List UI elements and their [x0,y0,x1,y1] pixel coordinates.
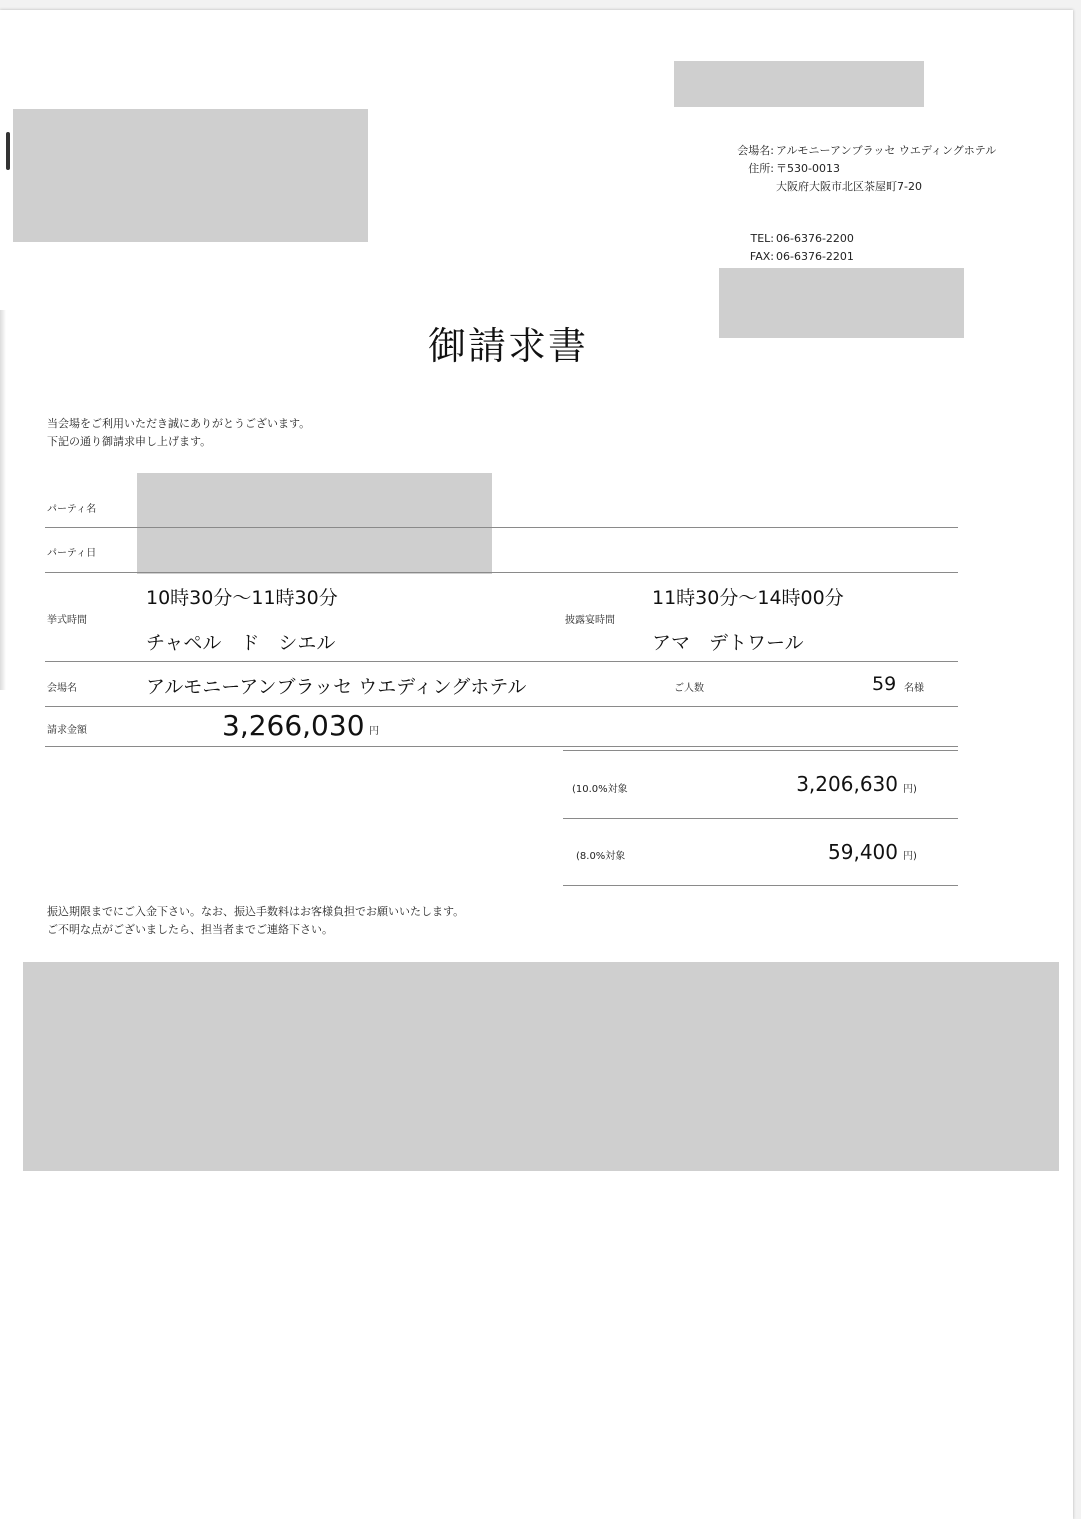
reception-time: 11時30分〜14時00分 [652,587,844,609]
tax-8-unit: 円) [903,851,917,862]
tax-10-label: (10.0%対象 [572,784,628,795]
issuer-tel-label: TEL: [750,232,774,245]
rule-tax-10 [563,818,958,819]
rule-party-date [45,572,958,573]
guests-value: 59 [872,673,897,695]
redacted-bank-info [23,962,1059,1171]
issuer-tel-row [730,232,854,245]
issuer-postal: 〒530-0013 [776,162,840,175]
ceremony-place: チャペル ド シエル [146,632,336,654]
tax-8-label: (8.0%対象 [576,851,626,862]
amount-label: 請求金額 [47,725,87,736]
party-date-label: パーティ日 [47,548,97,559]
issuer-fax-row [730,250,854,263]
rule-venue [45,706,958,707]
greeting-line-1: 当会場をご利用いただき誠にありがとうございます。 [47,417,311,430]
page-edge-shadow [0,310,6,690]
invoice-page [0,10,1073,1519]
issuer-address-label: 住所: [748,162,774,175]
party-name-label: パーティ名 [47,504,97,515]
rule-times [45,661,958,662]
rule-tax-8 [563,885,958,886]
issuer-address: 大阪府大阪市北区茶屋町7-20 [776,180,922,193]
issuer-fax-label: FAX: [749,250,774,263]
binding-mark [6,132,10,170]
ceremony-label: 挙式時間 [47,615,87,626]
issuer-tel: 06-6376-2200 [776,232,854,245]
venue-label: 会場名 [47,683,77,694]
amount-value: 3,266,030 [222,709,365,742]
issuer-venue-label: 会場名: [737,144,774,157]
issuer-fax: 06-6376-2201 [776,250,854,263]
tax-10-unit: 円) [903,784,917,795]
redacted-header-block [674,61,924,107]
redacted-stamp-block [719,268,964,338]
tax-8-value: 59,400 [828,840,898,864]
issuer-venue-value: アルモニーアンブラッセ ウエディングホテル [776,144,997,157]
venue-value: アルモニーアンブラッセ ウエディングホテル [146,676,527,698]
guests-label: ご人数 [674,683,704,694]
greeting-line-2: 下記の通り御請求申し上げます。 [47,435,212,448]
guests-unit: 名様 [904,683,924,694]
document-title: 御請求書 [428,324,589,368]
redacted-recipient-block [13,109,368,242]
ceremony-time: 10時30分〜11時30分 [146,587,338,609]
issuer-address-row [730,160,840,176]
tax-10-value: 3,206,630 [796,772,898,796]
redacted-party-info [137,473,492,574]
rule-party-name [45,527,958,528]
rule-amount [45,746,958,747]
note-line-2: ご不明な点がございましたら、担当者までご連絡下さい。 [47,923,333,936]
reception-place: アマ デトワール [652,632,804,654]
issuer-venue-row [730,142,996,158]
rule-amount-double [563,750,958,751]
note-line-1: 振込期限までにご入金下さい。なお、振込手数料はお客様負担でお願いいたします。 [47,905,465,918]
reception-label: 披露宴時間 [565,615,615,626]
amount-unit: 円 [369,726,379,737]
